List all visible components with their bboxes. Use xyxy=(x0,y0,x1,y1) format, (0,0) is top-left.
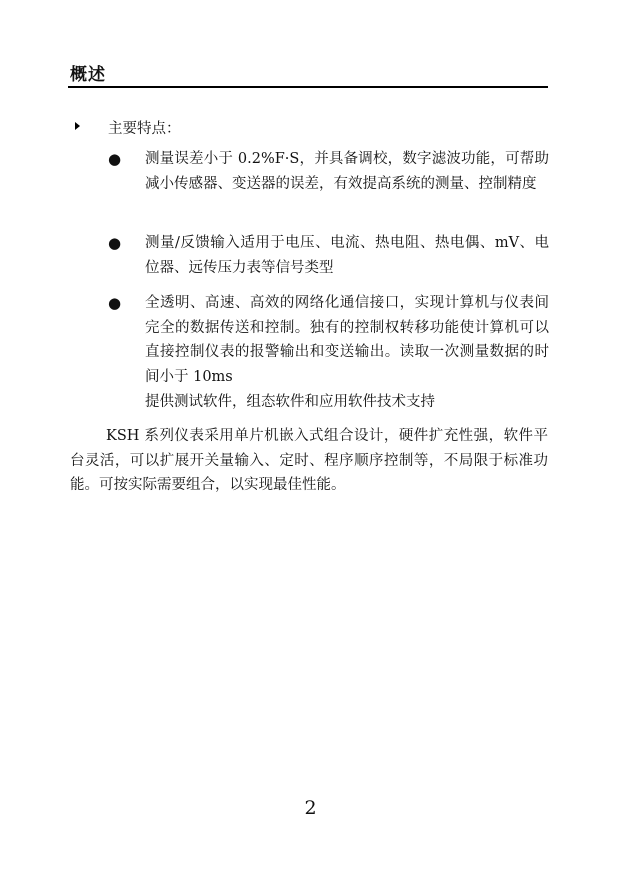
feature-item-inputs: 测量/反馈输入适用于电压、电流、热电阻、热电偶、mV、电位器、远传压力表等信号类型 xyxy=(145,235,549,276)
dot-bullet-icon: ● xyxy=(108,234,122,252)
title-divider xyxy=(68,86,548,88)
feature-item-accuracy: 测量误差小于 0.2%F·S，并具备调校，数字滤波功能，可帮助减小传感器、变送器的误差，有效提高系统的测量、控制精度 xyxy=(145,151,549,192)
description-paragraph: KSH 系列仪表采用单片机嵌入式组合设计，硬件扩充性强，软件平台灵活，可以扩展开关量输入、定时、程序顺序控制等，不局限于标准功能。可按实际需要组合，以实现最佳性能。 xyxy=(70,428,548,493)
page-title: 概述 xyxy=(70,65,106,85)
dot-bullet-icon: ● xyxy=(108,150,122,168)
features-heading: 主要特点： xyxy=(108,121,181,137)
feature-item-network: 全透明、高速、高效的网络化通信接口，实现计算机与仪表间完全的数据传送和控制。独有的控制权转移功能使计算机可以直接控制仪表的报警输出和变送输出。读取一次测量数据的时间小于 10ms xyxy=(145,295,549,385)
dot-bullet-icon: ● xyxy=(108,294,122,312)
page-number: 2 xyxy=(304,797,317,819)
support-line: 提供测试软件，组态软件和应用软件技术支持 xyxy=(145,394,435,410)
triangle-bullet-icon xyxy=(75,122,80,130)
